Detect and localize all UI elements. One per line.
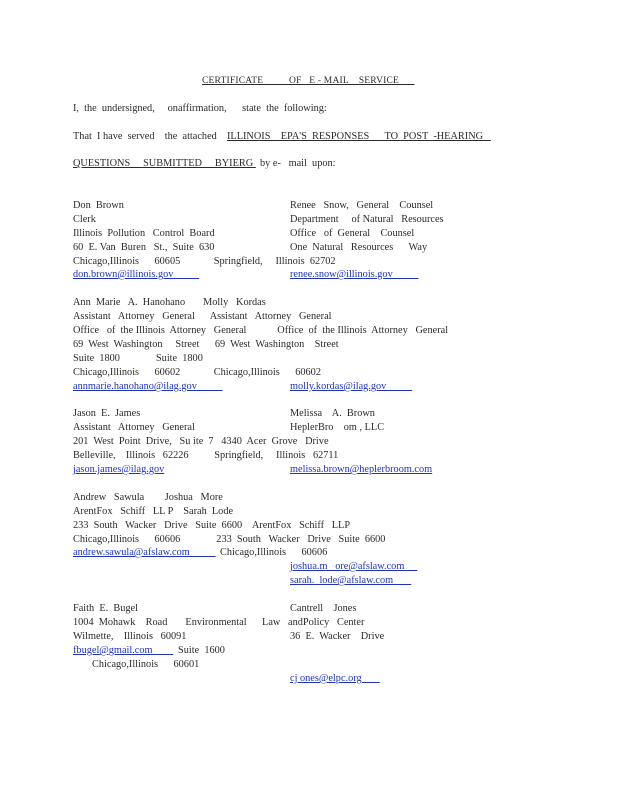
address-line: Jason E. James bbox=[73, 408, 141, 419]
address-line: One Natural Resources Way bbox=[290, 242, 428, 253]
email-link[interactable]: melissa.brown@heplerbroom.com bbox=[290, 464, 433, 475]
address-line: 1004 Mohawk Road Environmental Law andPolicy Center bbox=[73, 617, 365, 628]
address-line: Belleville, Illinois 62226 Springfield, Illinois 62711 bbox=[73, 450, 339, 461]
address-line: 201 West Point Drive, Su ite 7 4340 Acer Grove Drive bbox=[73, 436, 329, 447]
document-reference-line-1: ILLINOIS EPA'S RESPONSES TO POST -HEARING bbox=[227, 131, 491, 142]
address-line: Illinois Pollution Control Board bbox=[73, 228, 215, 239]
address-line: 36 E. Wacker Drive bbox=[290, 631, 385, 642]
address-line: Ann Marie A. Hanohano Molly Kordas bbox=[73, 297, 266, 308]
email-link[interactable]: don.brown@illinois.gov bbox=[73, 269, 200, 280]
served-prefix: That I have served the attached bbox=[73, 131, 220, 142]
address-line: Chicago,Illinois 60606 233 South Wacker Drive Suite 6600 bbox=[73, 534, 386, 545]
email-link[interactable]: cj ones@elpc.org bbox=[290, 673, 380, 684]
email-link[interactable]: fbugel@gmail.com bbox=[73, 645, 174, 656]
address-line: 69 West Washington Street 69 West Washington Street bbox=[73, 339, 339, 350]
email-link[interactable]: renee.snow@illinois.gov bbox=[290, 269, 419, 280]
address-line: Assistant Attorney General Assistant Attorney General bbox=[73, 311, 332, 322]
service-method: by e- mail upon: bbox=[260, 158, 336, 169]
address-line: Chicago,Illinois 60605 Springfield, Illinois 62702 bbox=[73, 256, 336, 267]
address-line: Assistant Attorney General bbox=[73, 422, 195, 433]
address-line: 233 South Wacker Drive Suite 6600 ArentFox Schiff LLP bbox=[73, 520, 351, 531]
email-link[interactable]: molly.kordas@ilag.gov bbox=[290, 381, 413, 392]
address-line: Clerk bbox=[73, 214, 96, 225]
address-line: ArentFox Schiff LL P Sarah Lode bbox=[73, 506, 234, 517]
address-line: Chicago,Illinois 60601 bbox=[92, 659, 200, 670]
address-line: Cantrell Jones bbox=[290, 603, 357, 614]
address-line: Suite 1600 bbox=[178, 645, 225, 656]
address-line: Department of Natural Resources bbox=[290, 214, 444, 225]
address-line: 60 E. Van Buren St., Suite 630 bbox=[73, 242, 215, 253]
document-reference-line-2: QUESTIONS SUBMITTED BYIERG bbox=[73, 158, 256, 169]
email-link[interactable]: jason.james@ilag.gov bbox=[73, 464, 165, 475]
address-line: Chicago,Illinois 60606 bbox=[220, 547, 328, 558]
address-line: Don Brown bbox=[73, 200, 124, 211]
address-line: Suite 1800 Suite 1800 bbox=[73, 353, 203, 364]
email-link[interactable]: annmarie.hanohano@ilag.gov bbox=[73, 381, 223, 392]
address-line: Chicago,Illinois 60602 Chicago,Illinois 60602 bbox=[73, 367, 321, 378]
email-link[interactable]: joshua.m ore@afslaw.com bbox=[290, 561, 418, 572]
address-line: Faith E. Bugel bbox=[73, 603, 138, 614]
intro-statement: I, the undersigned, onaffirmation, state the following: bbox=[73, 103, 327, 114]
address-line: Office of the Illinois Attorney General Office of the Illinois Attorney General bbox=[73, 325, 449, 336]
certificate-title: CERTIFICATE OF E - MAIL SERVICE bbox=[202, 76, 415, 86]
email-link[interactable]: sarah. lode@afslaw.com bbox=[290, 575, 412, 586]
address-line: HeplerBro om , LLC bbox=[290, 422, 385, 433]
address-line: Andrew Sawula Joshua More bbox=[73, 492, 223, 503]
address-line: Renee Snow, General Counsel bbox=[290, 200, 434, 211]
email-link[interactable]: andrew.sawula@afslaw.com bbox=[73, 547, 216, 558]
address-line: Wilmette, Illinois 60091 bbox=[73, 631, 187, 642]
address-line: Office of General Counsel bbox=[290, 228, 415, 239]
address-line: Melissa A. Brown bbox=[290, 408, 375, 419]
